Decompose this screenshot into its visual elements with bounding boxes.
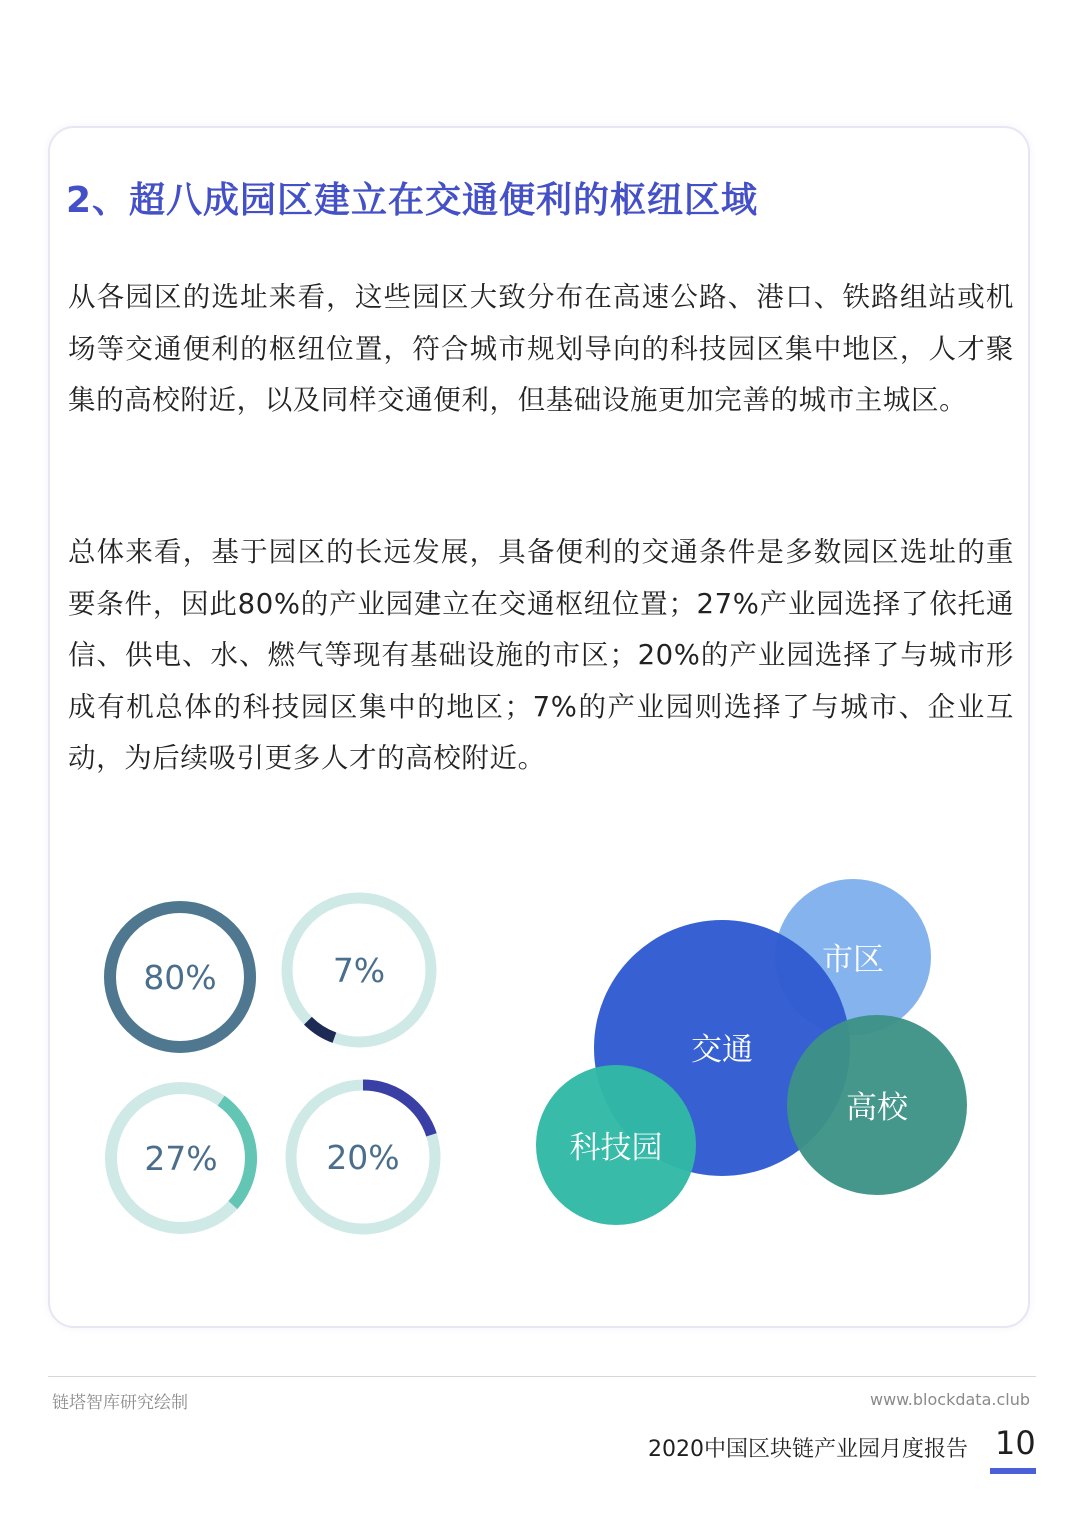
donut-4 [291, 1085, 435, 1229]
bubble-chart [536, 879, 967, 1225]
charts-area [0, 860, 1080, 1260]
website-link[interactable]: www.blockdata.club [870, 1390, 1030, 1409]
page-accent-bar [990, 1468, 1036, 1474]
donut-charts [84, 878, 452, 1256]
donut-label: 20% [326, 1138, 400, 1177]
paragraph-summary: 总体来看，基于园区的长远发展，具备便利的交通条件是多数园区选址的重要条件，因此80%的产业园建立在交通枢纽位置；27%产业园选择了依托通信、供电、水、燃气等现有基础设施的市区；20%的产业园选择了与城市形成有机总体的科技园区集中的地区；7%的产业园则选择了与城市、企业互动，为后续吸引更多人才的高校附近。 [68, 536, 1014, 774]
donut-1 [110, 907, 250, 1047]
bubble-label: 市区 [822, 942, 884, 978]
donut-label: 27% [144, 1139, 218, 1178]
page-number: 10 [995, 1424, 1036, 1462]
bubble-label: 高校 [846, 1090, 908, 1126]
footer-divider [48, 1376, 1036, 1377]
donut-label: 80% [143, 958, 217, 997]
report-title: 2020中国区块链产业园月度报告 [648, 1437, 968, 1462]
donut-2 [267, 878, 452, 1063]
paragraph-location: 从各园区的选址来看，这些园区大致分布在高速公路、港口、铁路组站或机场等交通便利的枢纽位置，符合城市规划导向的科技园区集中地区，人才聚集的高校附近，以及同样交通便利，但基础设施更加完善的城市主城区。 [68, 281, 1014, 416]
bubble-3 [787, 1015, 967, 1195]
bubble-label: 科技园 [569, 1130, 663, 1166]
section-title: 2、超八成园区建立在交通便利的枢纽区域 [66, 180, 759, 221]
donut-label: 7% [332, 951, 386, 990]
bubble-label: 交通 [691, 1032, 753, 1068]
source-note: 链塔智库研究绘制 [52, 1393, 188, 1413]
donut-3 [84, 1061, 279, 1256]
bubble-4 [536, 1065, 696, 1225]
